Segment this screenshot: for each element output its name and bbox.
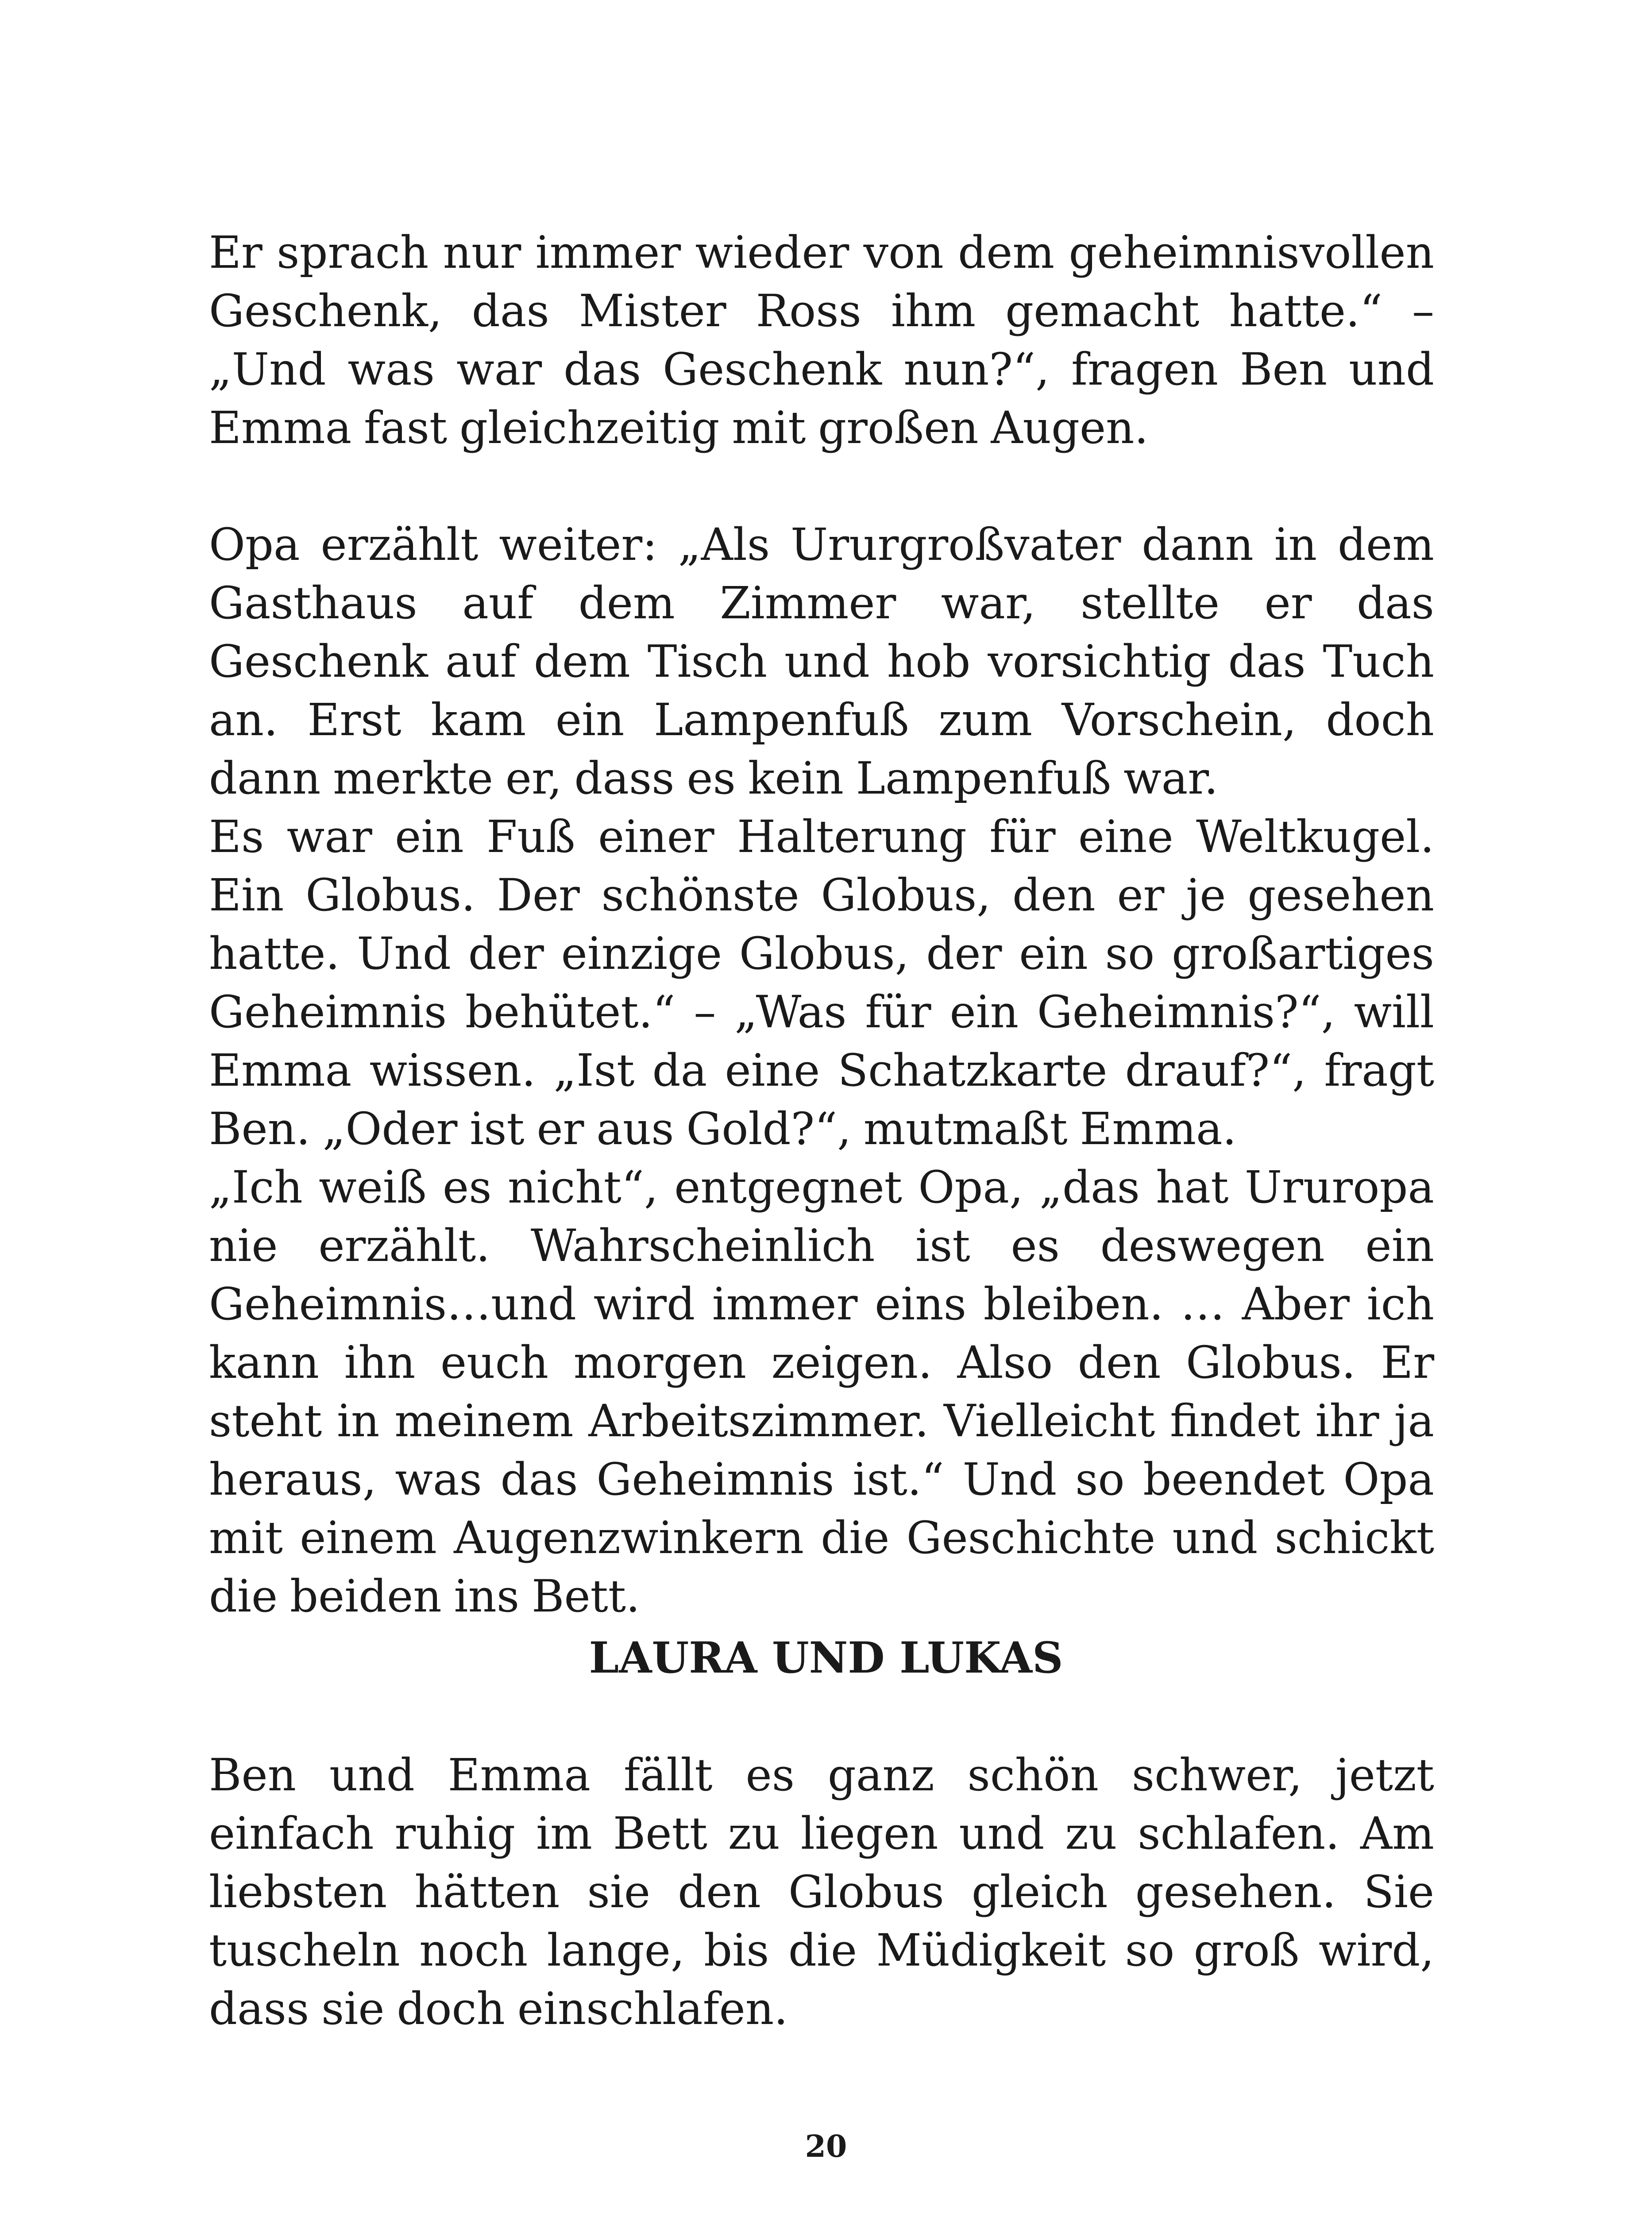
paragraph-2	[209, 516, 1434, 1626]
chapter-heading: LAURA UND LUKAS	[589, 1633, 1063, 1683]
paragraph-1	[209, 224, 1434, 457]
paragraph-text: „Ich weiß es nicht“, entgegnet Opa, „das hat Ururopa nie erzählt. Wahrscheinlich ist es deswegen ein Geheimnis…und wird immer eins bleiben. … Aber ich kann ihn euch morgen zeigen. Also den Globus. Er steht in meinem Arbeitszimmer. Vielleicht findet ihr ja heraus, was das Geheimnis ist.“ Und so beendet Opa mit einem Augenzwinkern die Geschichte und schickt die beiden ins Bett.	[209, 1161, 1434, 1622]
paragraph-text: Ben und Emma fällt es ganz schön schwer, jetzt einfach ruhig im Bett zu liegen und zu schlafen. Am liebsten hätten sie den Globus gleich gesehen. Sie tuscheln noch lange, bis die Müdigkeit so groß wird, dass sie doch einschlafen.	[209, 1749, 1434, 2035]
paragraph-text: Er sprach nur immer wieder von dem geheimnisvollen Geschenk, das Mister Ross ihm gemacht hatte.“ – „Und was war das Geschenk nun?“, fragen Ben und Emma fast gleichzeitig mit großen Augen.	[209, 227, 1434, 454]
paragraph-final	[209, 1746, 1434, 2038]
paragraph-text: Es war ein Fuß einer Halterung für eine Weltkugel. Ein Globus. Der schönste Globus, den er je gesehen hatte. Und der einzige Globus, der ein so großartiges Geheimnis behütet.“ – „Was für ein Geheimnis?“, will Emma wissen. „Ist da eine Schatzkarte drauf?“, fragt Ben. „Oder ist er aus Gold?“, mutmaßt Emma.	[209, 811, 1434, 1155]
paragraph-text: Opa erzählt weiter: „Als Ururgroßvater dann in dem Gasthaus auf dem Zimmer war, stellte er das Geschenk auf dem Tisch und hob vorsichtig das Tuch an. Erst kam ein Lampenfuß zum Vorschein, doch dann merkte er, dass es kein Lampenfuß war.	[209, 519, 1434, 804]
page-number: 20	[805, 2129, 847, 2164]
